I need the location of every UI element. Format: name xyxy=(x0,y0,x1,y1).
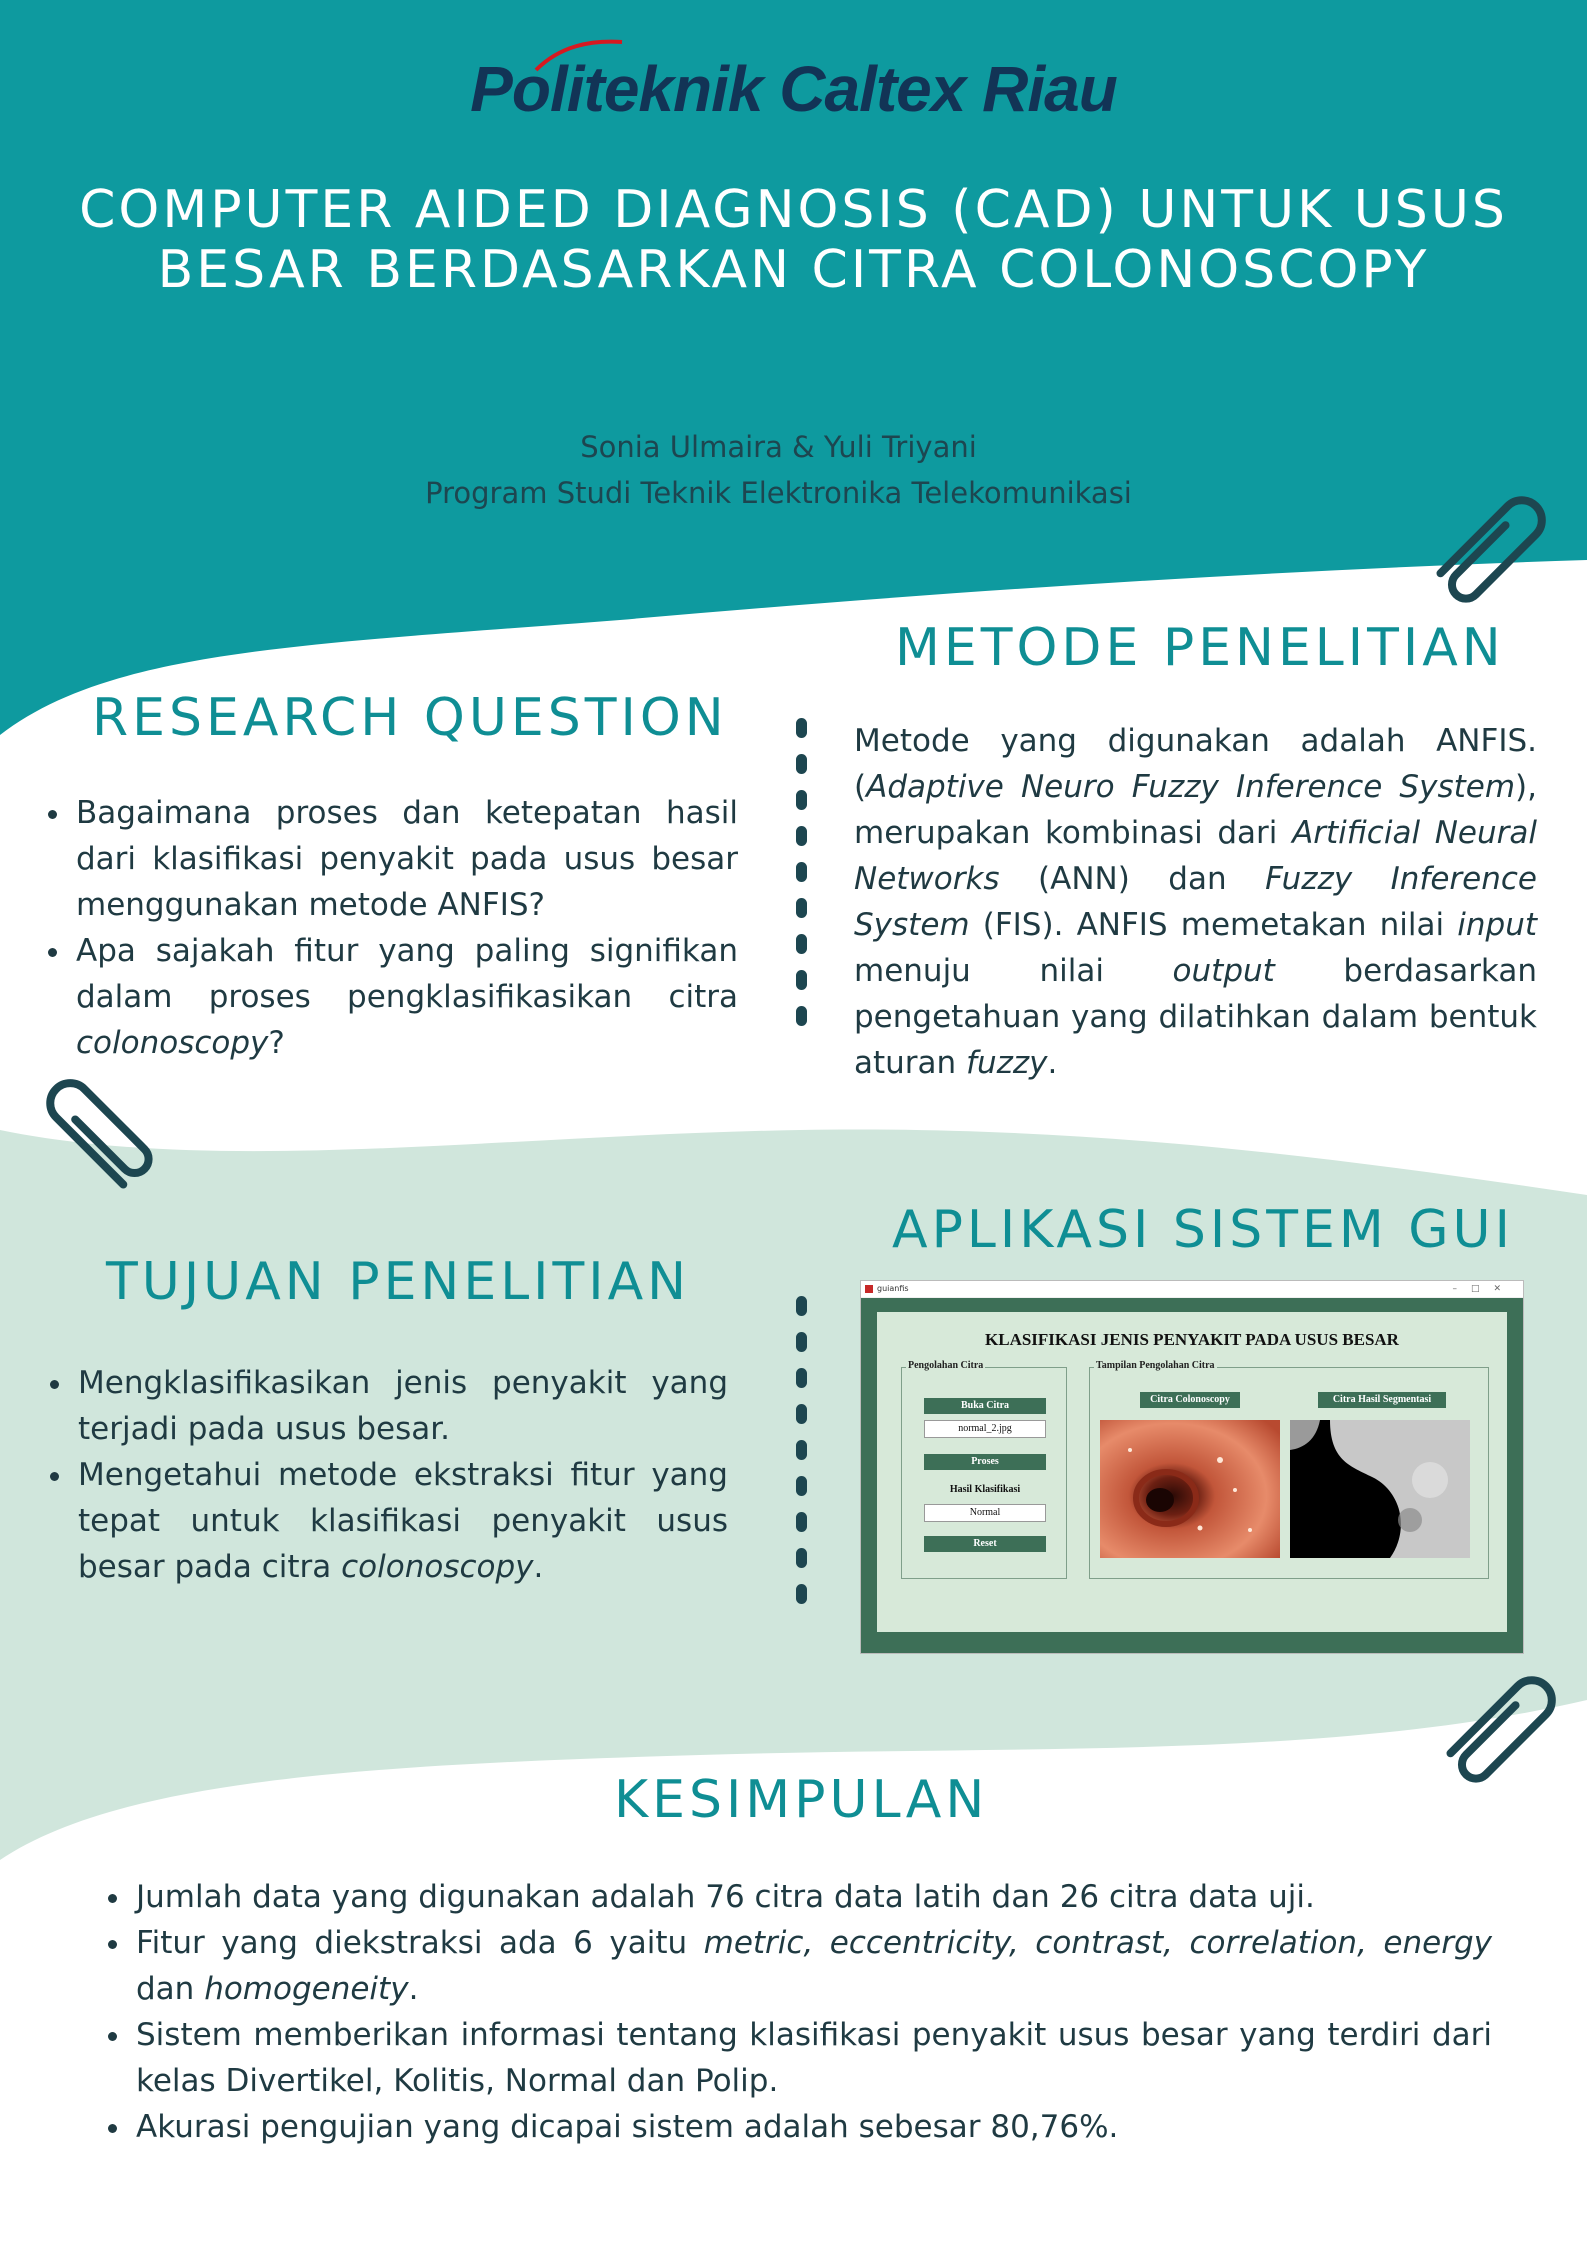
kesimpulan-heading: KESIMPULAN xyxy=(614,1770,989,1830)
segmentation-image-label: Citra Hasil Segmentasi xyxy=(1318,1392,1446,1408)
list-item: Mengklasifikasikan jenis penyakit yang terjadi pada usus besar. xyxy=(78,1360,728,1452)
institution-logo: Politeknik Caltex Riau xyxy=(470,53,1117,125)
pengolahan-panel xyxy=(901,1360,1067,1579)
gui-panel xyxy=(877,1312,1507,1632)
gui-title: KLASIFIKASI JENIS PENYAKIT PADA USUS BESAR xyxy=(985,1330,1399,1349)
tujuan-list xyxy=(50,1360,728,1590)
colonoscopy-image-label: Citra Colonoscopy xyxy=(1140,1392,1240,1408)
research-question-heading: RESEARCH QUESTION xyxy=(92,688,728,748)
kesimpulan-list xyxy=(108,1874,1492,2150)
authors-line: Sonia Ulmaira & Yuli Triyani xyxy=(580,430,977,464)
author-block xyxy=(0,424,1557,516)
metode-heading: METODE PENELITIAN xyxy=(895,618,1505,678)
paperclip-icon xyxy=(1430,1650,1570,1800)
reset-button[interactable]: Reset xyxy=(924,1536,1046,1552)
result-field: Normal xyxy=(924,1504,1046,1522)
open-image-button[interactable]: Buka Citra xyxy=(924,1398,1046,1414)
aplikasi-heading: APLIKASI SISTEM GUI xyxy=(892,1200,1514,1260)
metode-text: Metode yang digunakan adalah ANFIS. (Adaptive Neuro Fuzzy Inference System), merupakan kombinasi dari Artificial Neural Networks (ANN) dan Fuzzy Inference System (FIS). ANFIS memetakan nilai input menuju nilai output berdasarkan pengetahuan yang dilatihkan dalam bentuk aturan fuzzy. xyxy=(854,723,1537,1081)
gui-window-title: guianfis xyxy=(877,1284,909,1293)
app-icon xyxy=(865,1285,873,1293)
paperclip-icon xyxy=(25,1060,165,1210)
gui-screenshot xyxy=(860,1280,1524,1654)
logo-swoosh-icon xyxy=(530,36,630,76)
colonoscopy-image xyxy=(1100,1420,1280,1558)
segmentation-image xyxy=(1290,1420,1470,1558)
filename-field: normal_2.jpg xyxy=(924,1420,1046,1438)
list-item: Apa sajakah fitur yang paling signifikan dalam proses pengklasifikasikan citra colonoscopy? xyxy=(76,928,738,1066)
tampilan-panel xyxy=(1089,1360,1489,1579)
dotted-divider xyxy=(790,718,814,1048)
research-question-list xyxy=(48,790,738,1066)
list-item: Bagaimana proses dan ketepatan hasil dari klasifikasi penyakit pada usus besar menggunakan metode ANFIS? xyxy=(76,790,738,928)
window-controls: –□✕ xyxy=(1452,1284,1515,1294)
tujuan-heading: TUJUAN PENELITIAN xyxy=(106,1252,691,1312)
list-item: Jumlah data yang digunakan adalah 76 citra data latih dan 26 citra data uji. xyxy=(136,1874,1492,1920)
program-line: Program Studi Teknik Elektronika Telekomunikasi xyxy=(425,476,1132,510)
list-item: Sistem memberikan informasi tentang klasifikasi penyakit usus besar yang terdiri dari kelas Divertikel, Kolitis, Normal dan Polip. xyxy=(136,2012,1492,2104)
list-item: Fitur yang diekstraksi ada 6 yaitu metric, eccentricity, contrast, correlation, energy dan homogeneity. xyxy=(136,1920,1492,2012)
list-item: Akurasi pengujian yang dicapai sistem adalah sebesar 80,76%. xyxy=(136,2104,1492,2150)
list-item: Mengetahui metode ekstraksi fitur yang tepat untuk klasifikasi penyakit usus besar pada citra colonoscopy. xyxy=(78,1452,728,1590)
gui-titlebar xyxy=(861,1281,1523,1297)
poster-title: COMPUTER AIDED DIAGNOSIS (CAD) UNTUK USUS BESAR BERDASARKAN CITRA COLONOSCOPY xyxy=(79,180,1508,300)
tampilan-legend: Tampilan Pengolahan Citra xyxy=(1096,1360,1215,1371)
process-button[interactable]: Proses xyxy=(924,1454,1046,1470)
gui-frame xyxy=(861,1298,1523,1653)
pengolahan-legend: Pengolahan Citra xyxy=(908,1360,984,1371)
paperclip-icon xyxy=(1420,470,1560,620)
result-label: Hasil Klasifikasi xyxy=(949,1484,1021,1495)
dotted-divider xyxy=(790,1296,814,1626)
